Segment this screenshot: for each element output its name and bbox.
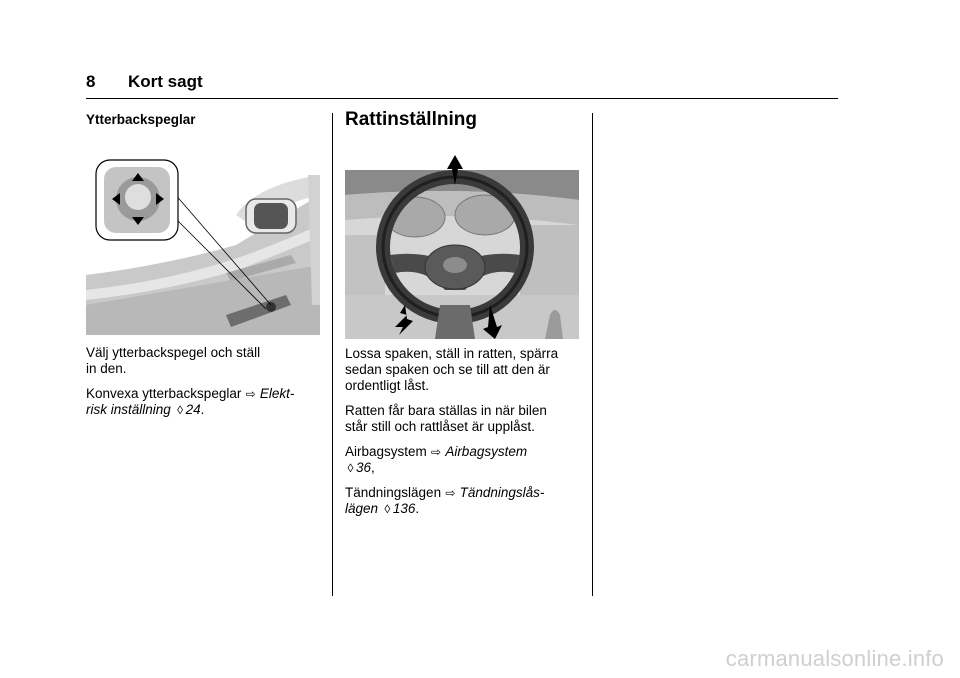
page-ref-icon: ◊ — [384, 502, 391, 516]
ignition-ref: Tändningslägen ⇨ Tändningslås- lägen ◊ 136. — [345, 485, 545, 516]
page-ref-number[interactable]: 24 — [185, 402, 201, 417]
header-rule — [86, 98, 838, 99]
chapter-title: Kort sagt — [128, 72, 203, 91]
page-ref-icon: ◊ — [347, 461, 354, 475]
mirrors-text — [86, 345, 322, 418]
section-heading-steering: Rattinställning — [345, 109, 477, 130]
link-elektrisk-installning[interactable]: Elekt- risk inställning — [86, 386, 295, 417]
mirrors-para2: Konvexa ytterbackspeglar ⇨ Elekt- risk inställning ◊ 24. — [86, 386, 295, 417]
link-tandningslagen[interactable]: Tändningslås- lägen — [345, 485, 545, 516]
column-divider-right — [592, 113, 593, 596]
watermark: carmanualsonline.info — [725, 646, 944, 671]
page-ref-number[interactable]: 136 — [392, 501, 416, 516]
steering-text — [345, 346, 581, 517]
link-airbagsystem[interactable]: Airbagsystem — [445, 444, 528, 459]
section-heading-mirrors: Ytterbackspeglar — [86, 112, 196, 127]
reference-arrow-icon: ⇨ — [431, 445, 442, 459]
airbag-ref: Airbagsystem ⇨ Airbagsystem ◊ 36, — [345, 444, 528, 475]
page-ref-number[interactable]: 36 — [356, 460, 372, 475]
steering-para1: Lossa spaken, ställ in ratten, spärra sedan spaken och se till att den är ordentligt låst. — [345, 346, 559, 393]
page-header — [86, 70, 838, 98]
reference-arrow-icon: ⇨ — [245, 387, 256, 401]
column-divider-left — [332, 113, 333, 596]
mirror-control-illustration — [86, 155, 320, 335]
reference-arrow-icon: ⇨ — [445, 486, 456, 500]
page-number: 8 — [86, 72, 96, 91]
mirrors-para1: Välj ytterbackspegel och ställ in den. — [86, 345, 261, 376]
page-ref-icon: ◊ — [177, 403, 184, 417]
steering-wheel-illustration — [345, 155, 579, 339]
steering-para2: Ratten får bara ställas in när bilen står still och rattlåset är upplåst. — [345, 403, 547, 434]
